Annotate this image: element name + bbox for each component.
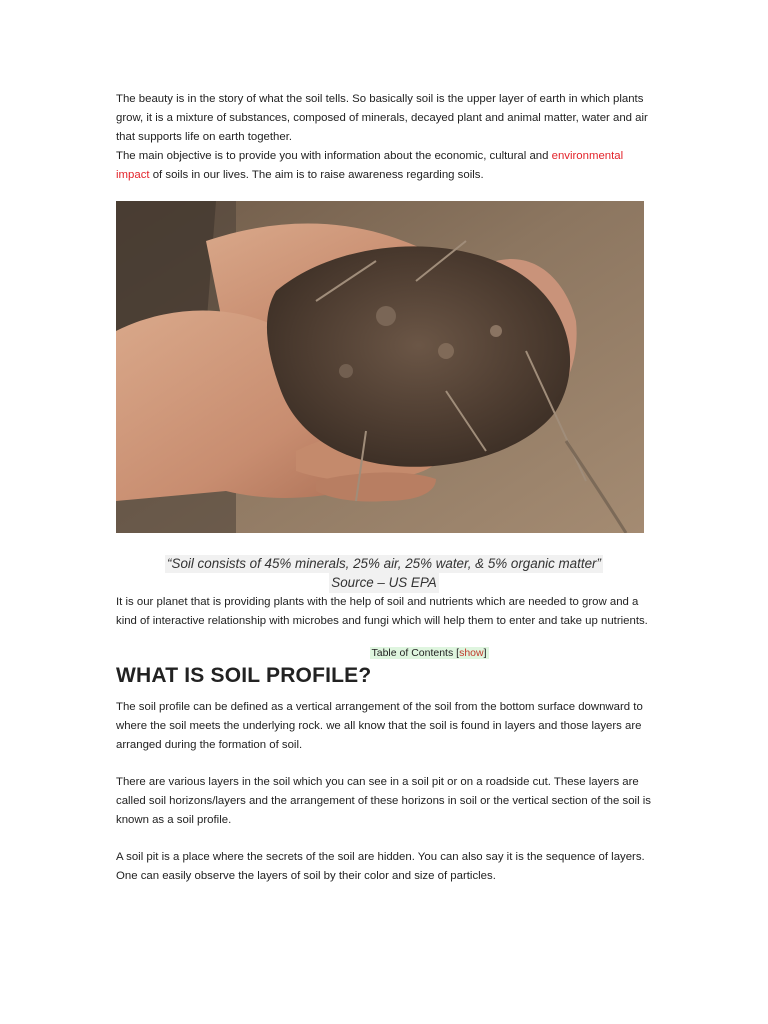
intro-paragraph-1: The beauty is in the story of what the soil tells. So basically soil is the upper layer of earth in which plants grow, it is a mixture of substances, composed of minerals, decayed plant and animal matter, water and air that supports life on earth together.: [116, 93, 648, 143]
environmental-impact-link[interactable]: environmental impact: [116, 150, 624, 181]
intro-p2-before: The main objective is to provide you with information about the economic, cultural and: [116, 150, 552, 162]
table-of-contents: [116, 646, 742, 660]
after-quote-paragraph: It is our planet that is providing plants with the help of soil and nutrients which are needed to grow and a kind of interactive relationship with microbes and fungi which will help them to enter and take up nutrients.: [116, 596, 648, 627]
section-paragraph-3: A soil pit is a place where the secrets of the soil are hidden. You can also say it is the sequence of layers. One can easily observe the layers of soil by their color and size of particles.: [116, 851, 645, 882]
paragraph-gap: [116, 830, 652, 848]
quote-text: “Soil consists of 45% minerals, 25% air, 25% water, & 5% organic matter”: [167, 556, 601, 571]
toc-bracket-close: ]: [483, 647, 487, 659]
toc-label: Table of Contents: [371, 647, 454, 659]
intro-p2-after: of soils in our lives. The aim is to raise awareness regarding soils.: [149, 169, 484, 181]
toc-bracket-open: [: [456, 647, 460, 659]
article-body: [116, 90, 652, 886]
section-paragraph-1: The soil profile can be defined as a vertical arrangement of the soil from the bottom surface downward to where the soil meets the underlying rock. we all know that the soil is found in layers and those layers are arranged during the formation of soil.: [116, 701, 643, 751]
quote-source: Source – US EPA: [329, 573, 438, 593]
toc-show-link[interactable]: show: [459, 647, 484, 659]
quote-block: [116, 555, 652, 593]
intro-paragraph-2: [116, 147, 652, 185]
section-heading: WHAT IS SOIL PROFILE?: [116, 664, 372, 687]
toc-box: [370, 647, 489, 659]
section-paragraph-2: There are various layers in the soil which you can see in a soil pit or on a roadside cut. These layers are called soil horizons/layers and the arrangement of these horizons in soil or the vertical section of the soil is known as a soil profile.: [116, 776, 652, 826]
paragraph-gap: [116, 755, 652, 773]
soil-in-hands-photo: [116, 201, 644, 533]
